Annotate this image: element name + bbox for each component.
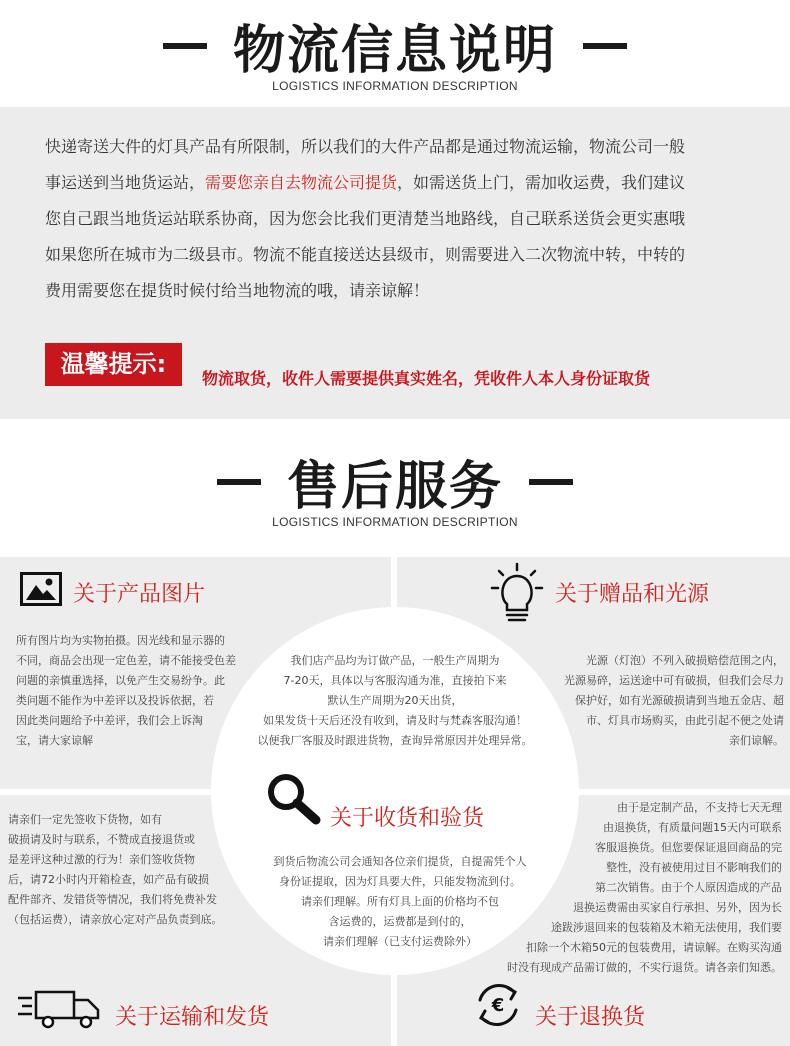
logistics-title: 物流信息说明 [232, 21, 557, 81]
text-line: 整性，没有被使用过目不影响我们的 [606, 861, 782, 874]
text-line: 是差评这种过激的行为！亲们签收货物 [8, 853, 195, 866]
text-line: 我们店产品均为订做产品，一般生产周期为 [290, 654, 500, 667]
text-line: 客服退换货。但您要保证退回商品的完 [595, 841, 782, 854]
para-line-2 [45, 165, 755, 201]
para-line-2-post: ，如需送货上门，需加收运费，我们建议 [397, 173, 686, 192]
picture-icon [20, 572, 62, 606]
after-sales-subtitle: LOGISTICS INFORMATION DESCRIPTION [272, 515, 518, 529]
text-line: 默认生产周期为20天出货， [327, 694, 463, 707]
magnifier-icon [266, 772, 322, 826]
para-line-2-pre: 事运送到当地货运站， [45, 173, 206, 192]
shipping-title: 关于运输和发货 [115, 1005, 270, 1030]
text-line: 扣除一个木箱50元的包装费用，请谅解。在购买沟通 [526, 941, 782, 954]
receipt-inspection-title: 关于收货和验货 [330, 806, 485, 831]
text-line: 请亲们理解（已支付运费除外） [323, 935, 477, 948]
pickup-highlight: 需要您亲自去物流公司提货 [205, 173, 398, 192]
text-line: 所有图片均为实物拍摄。因光线和显示器的 [16, 634, 225, 647]
inspection-advice-text [8, 810, 223, 930]
text-line: 破损请及时与联系，不赞成直接退货或 [8, 833, 195, 846]
para-line-1: 快递寄送大件的灯具产品有所限制，所以我们的大件产品都是通过物流运输，物流公司一般 [45, 137, 686, 156]
text-line: （包括运费），请亲放心定对产品负责到底。 [8, 913, 223, 926]
text-line: 途跋涉退回来的包装箱及木箱无法使用，我们要 [551, 921, 782, 934]
return-policy-text [507, 798, 782, 978]
text-line: 问题的亲慎重选择，以免产生交易纷争。此 [16, 674, 225, 687]
product-images-text [16, 631, 236, 751]
gifts-light-text [564, 651, 784, 751]
text-line: 由退换货，有质量问题15天内可联系 [603, 821, 782, 834]
text-line: 请亲们一定先签收下货物，如有 [8, 813, 162, 826]
text-line: 含运费的，运费都是到付的， [328, 915, 472, 928]
logistics-subtitle: LOGISTICS INFORMATION DESCRIPTION [272, 79, 518, 93]
text-line: 后，请72小时内开箱检查，如产品有破损 [8, 873, 209, 886]
logistics-paragraph [45, 129, 755, 309]
text-line: 配件部齐、发错货等情况，我们将免费补发 [8, 893, 217, 906]
text-line: 类问题不能作为中差评以及投诉依据，若 [16, 694, 214, 707]
text-line: 市、灯具市场购买，由此引起不便之处请 [586, 714, 784, 727]
tip-badge: 温馨提示: [45, 343, 182, 386]
euro-exchange-icon [472, 982, 524, 1028]
title-dash-left [217, 479, 261, 485]
para-line-5: 费用需要您在提货时候付给当地物流的哦，请亲谅解！ [45, 281, 430, 300]
gifts-light-title: 关于赠品和光源 [555, 582, 710, 607]
para-line-3: 您自己跟当地货运站联系协商，因为您会比我们更清楚当地路线，自己联系送货会更实惠哦 [45, 209, 686, 228]
text-line: 保护好，如有光源破损请到当地五金店、超 [575, 694, 784, 707]
para-line-4: 如果您所在城市为二级县市。物流不能直接送达县级市，则需要进入二次物流中转，中转的 [45, 245, 686, 264]
truck-icon [16, 988, 102, 1030]
light-bulb-icon [489, 562, 545, 626]
text-line: 宝，请大家谅解 [16, 734, 93, 747]
logistics-panel [0, 107, 790, 419]
product-images-title: 关于产品图片 [73, 582, 206, 607]
text-line: 因此类问题给予中差评，我们会上诉淘 [16, 714, 203, 727]
text-line: 请亲们理解。所有灯具上面的价格均不包 [301, 895, 499, 908]
returns-title: 关于退换货 [535, 1005, 646, 1030]
text-line: 光源易碎，运送途中可有破损，但我们会尽力 [564, 674, 784, 687]
text-line: 由于是定制产品，不支持七天无理 [617, 801, 782, 814]
text-line: 如果发货十天后还没有收到，请及时与梵森客服沟通！ [263, 714, 527, 727]
title-dash-left [163, 43, 207, 49]
production-cycle-text [230, 651, 560, 751]
text-line: 到货后物流公司会通知各位亲们提货，自提需凭个人 [273, 855, 527, 868]
after-sales-header [0, 444, 790, 519]
text-line: 时没有现成产品需订做的，不实行退货。请各亲们知悉。 [507, 961, 782, 974]
tip-text: 物流取货，收件人需要提供真实姓名，凭收件人本人身份证取货 [202, 369, 651, 388]
text-line: 退换运费需由买家自行承担、另外，因为长 [573, 901, 782, 914]
title-dash-right [529, 479, 573, 485]
text-line: 以便我厂客服及时跟进货物，查询异常原因并处理异常。 [257, 734, 533, 747]
logistics-header [0, 8, 790, 83]
text-line: 光源（灯泡）不列入破损赔偿范围之内， [586, 654, 784, 667]
text-line: 第二次销售。由于个人原因造成的产品 [595, 881, 782, 894]
text-line: 亲们谅解。 [729, 734, 784, 747]
text-line: 7-20天，具体以与客服沟通为准，直接拍下来 [283, 674, 507, 687]
text-line: 不同，商品会出现一定色差，请不能接受色差 [16, 654, 236, 667]
svg-text:€: € [491, 995, 505, 1016]
text-line: 身份证提取，因为灯具要大件，只能发物流到付。 [279, 875, 521, 888]
title-dash-right [583, 43, 627, 49]
after-sales-title: 售后服务 [286, 457, 503, 517]
